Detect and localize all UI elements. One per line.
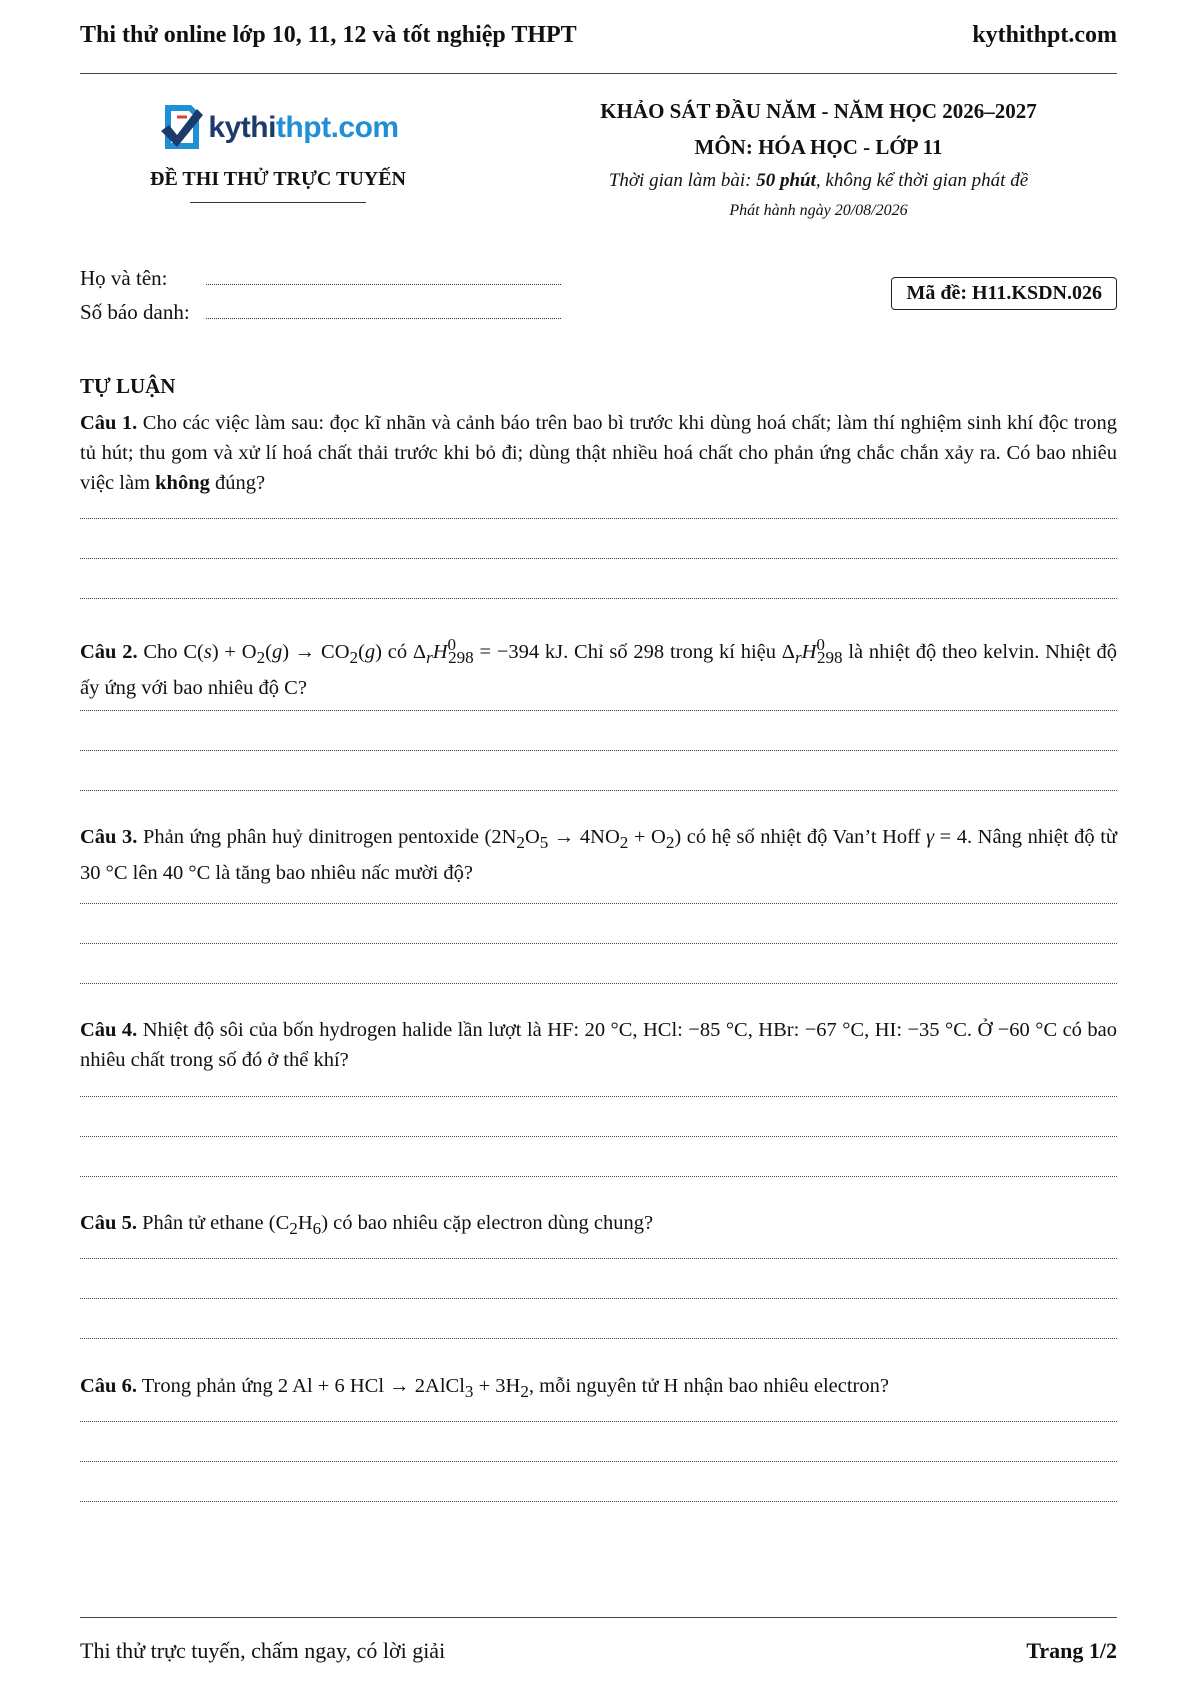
header-right: kythithpt.com	[972, 22, 1117, 48]
answer-line[interactable]	[80, 558, 1117, 559]
question-5: Câu 5. Phân tử ethane $(C_2H_6)$ có bao nhiêu cặp electron dùng chung?	[80, 1212, 654, 1239]
question-3: Câu 3. Phản ứng phân huỷ dinitrogen pentoxide $(2N_2O_5 \to 4NO_2 + O_2)$ có hệ số nhiệt độ Van’t Hoff γ = 4. Nâng nhiệt độ từ 30 °C lên 40 °C là tăng bao nhiêu nấc mười độ?	[80, 826, 1118, 885]
answer-line[interactable]	[80, 1461, 1117, 1462]
logo-check-icon	[157, 101, 205, 155]
answer-line[interactable]	[80, 790, 1117, 791]
answer-line[interactable]	[80, 903, 1117, 904]
logo-subtitle: ĐỀ THI THỬ TRỰC TUYẾN	[150, 168, 406, 190]
exam-time: Thời gian làm bài: 50 phút, không kể thời gian phát đề	[608, 170, 1029, 191]
question-2: Câu 2. Cho $C(s) + O_2(g) \to CO_2(g)$ có $\Delta_rH^0_{298} = -394$ kJ. Chỉ số 298 trong kí hiệu $\Delta_rH^0_{298}$ là nhiệt độ theo kelvin. Nhiệt độ ấy ứng với bao nhiêu độ C?	[80, 635, 1117, 699]
answer-line[interactable]	[80, 1338, 1117, 1339]
answer-line[interactable]	[80, 1298, 1117, 1299]
section-title: TỰ LUẬN	[80, 374, 176, 398]
question-6: Câu 6. Trong phản ứng 2 Al + 6 HCl → 2AlCl$_3$ + $3H_2$, mỗi nguyên tử H nhận bao nhiêu electron?	[80, 1375, 889, 1402]
page-footer	[80, 1638, 1117, 1664]
candidate-id-field[interactable]	[206, 304, 561, 319]
answer-line[interactable]	[80, 710, 1117, 711]
candidate-name-row	[80, 266, 561, 291]
answer-line[interactable]	[80, 1136, 1117, 1137]
answer-line[interactable]	[80, 750, 1117, 751]
answer-line[interactable]	[80, 943, 1117, 944]
running-header	[80, 22, 1117, 49]
exam-release-date: Phát hành ngày 20/08/2026	[729, 202, 908, 219]
logo-underline	[190, 202, 366, 203]
answer-line[interactable]	[80, 983, 1117, 984]
logo-block	[80, 100, 476, 203]
exam-page	[80, 0, 1117, 1684]
footer-left: Thi thử trực tuyến, chấm ngay, có lời giải	[80, 1638, 446, 1663]
answer-line[interactable]	[80, 518, 1117, 519]
exam-subject: MÔN: HÓA HỌC - LỚP 11	[694, 135, 943, 159]
footer-rule	[80, 1617, 1117, 1618]
question-1: Câu 1. Cho các việc làm sau: đọc kĩ nhãn và cảnh báo trên bao bì trước khi dùng hoá chất; làm thí nghiệm sinh khí độc trong tủ hút; thu gom và xử lí hoá chất thải trước khi bỏ đi; dùng thật nhiều hoá chất cho phản ứng chắc chắn xảy ra. Có bao nhiêu việc làm không đúng?	[80, 412, 1117, 494]
candidate-id-label: Số báo danh:	[80, 300, 190, 324]
candidate-name-label: Họ và tên:	[80, 266, 168, 290]
answer-line[interactable]	[80, 1258, 1117, 1259]
question-4: Câu 4. Nhiệt độ sôi của bốn hydrogen halide lần lượt là HF: 20 °C, HCl: −85 °C, HBr: −67 °C, HI: −35 °C. Ở −60 °C có bao nhiêu chất trong số đó ở thể khí?	[80, 1019, 1117, 1071]
candidate-id-row	[80, 300, 561, 325]
answer-line[interactable]	[80, 598, 1117, 599]
answer-line[interactable]	[80, 1176, 1117, 1177]
answer-line[interactable]	[80, 1501, 1117, 1502]
header-rule	[80, 73, 1117, 74]
answer-line[interactable]	[80, 1096, 1117, 1097]
logo-text: kythithpt.com	[208, 111, 399, 144]
answer-line[interactable]	[80, 1421, 1117, 1422]
exam-title-block	[520, 96, 1117, 220]
candidate-name-field[interactable]	[206, 270, 561, 285]
site-logo	[157, 100, 398, 156]
header-left: Thi thử online lớp 10, 11, 12 và tốt nghiệp THPT	[80, 22, 577, 48]
exam-title: KHẢO SÁT ĐẦU NĂM - NĂM HỌC 2026–2027	[600, 99, 1037, 123]
exam-code-box: Mã đề: H11.KSDN.026	[891, 277, 1117, 310]
page-number: Trang 1/2	[1026, 1638, 1117, 1663]
